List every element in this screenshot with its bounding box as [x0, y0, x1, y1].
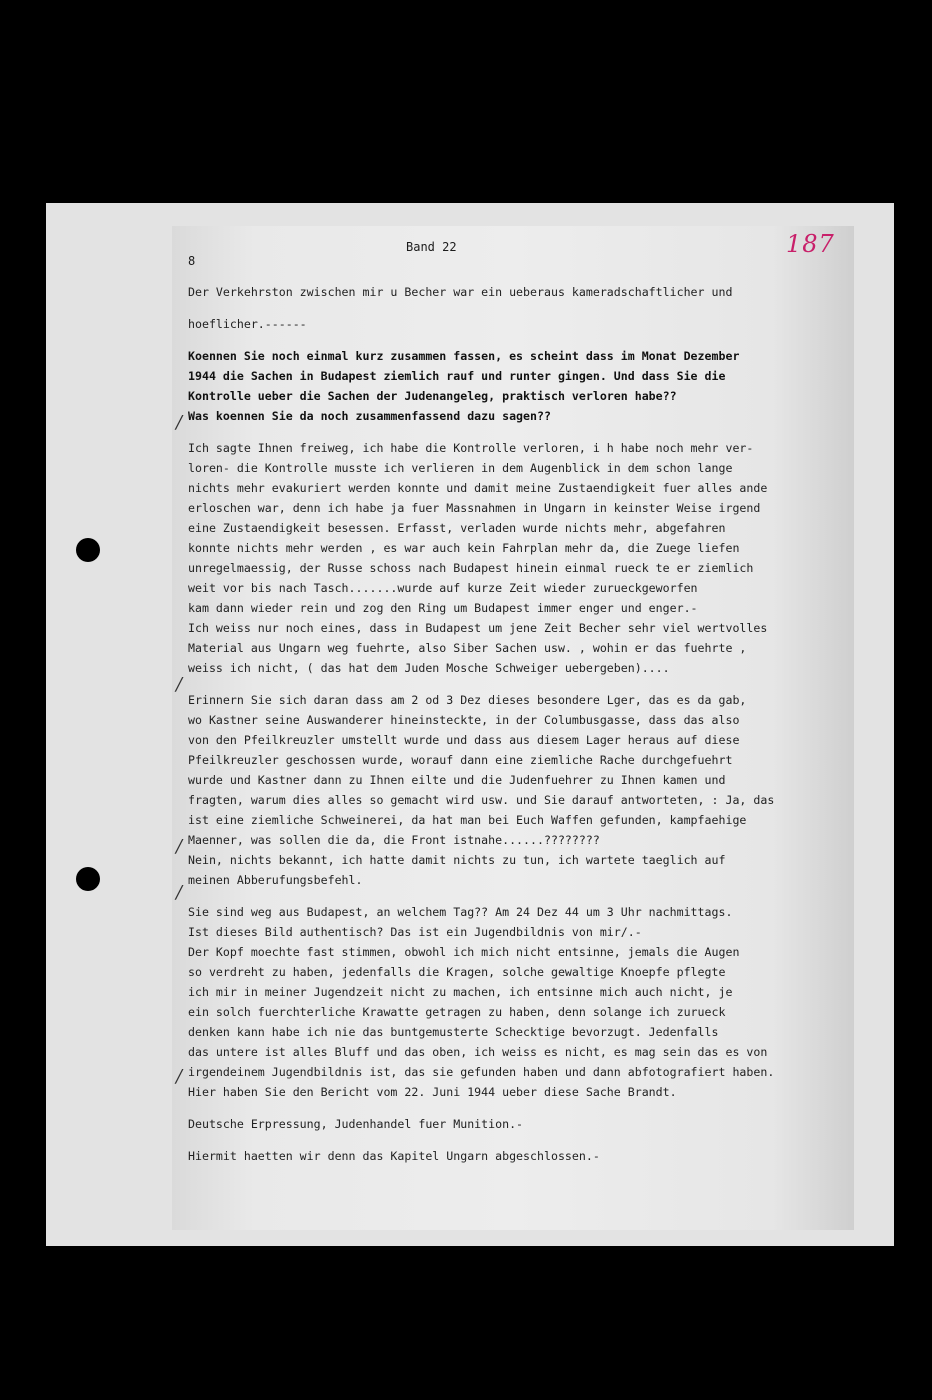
- text-line: weit vor bis nach Tasch.......wurde auf kurze Zeit wieder zurueckgeworfen: [188, 581, 698, 595]
- paragraph: [188, 902, 848, 1102]
- text-line: meinen Abberufungsbefehl.: [188, 873, 363, 887]
- text-line: Hiermit haetten wir denn das Kapitel Ungarn abgeschlossen.-: [188, 1149, 600, 1163]
- paragraph: [188, 346, 848, 426]
- text-line: erloschen war, denn ich habe ja fuer Massnahmen in Ungarn in keinster Weise irgend: [188, 501, 761, 515]
- text-line: irgendeinem Jugendbildnis ist, das sie gefunden haben und dann abfotografiert haben.: [188, 1065, 775, 1079]
- text-line: unregelmaessig, der Russe schoss nach Budapest hinein einmal rueck te er ziemlich: [188, 561, 754, 575]
- punch-hole-bottom: [76, 867, 100, 891]
- text-line: 1944 die Sachen in Budapest ziemlich rauf und runter gingen. Und dass Sie die: [188, 369, 726, 383]
- text-line: von den Pfeilkreuzler umstellt wurde und dass aus diesem Lager heraus auf diese: [188, 733, 740, 747]
- text-line: Der Verkehrston zwischen mir u Becher war ein ueberaus kameradschaftlicher und: [188, 285, 733, 299]
- text-line: Ich sagte Ihnen freiweg, ich habe die Kontrolle verloren, i h habe noch mehr ver-: [188, 441, 754, 455]
- paragraph: [188, 1114, 848, 1134]
- text-line: Hier haben Sie den Bericht vom 22. Juni 1944 ueber diese Sache Brandt.: [188, 1085, 677, 1099]
- margin-tick: /: [176, 412, 183, 433]
- text-line: Deutsche Erpressung, Judenhandel fuer Munition.-: [188, 1117, 524, 1131]
- text-line: Sie sind weg aus Budapest, an welchem Tag?? Am 24 Dez 44 um 3 Uhr nachmittags.: [188, 905, 733, 919]
- text-line: konnte nichts mehr werden , es war auch kein Fahrplan mehr da, die Zuege liefen: [188, 541, 740, 555]
- margin-tick: /: [176, 1066, 183, 1087]
- text-line: Material aus Ungarn weg fuehrte, also Siber Sachen usw. , wohin er das fuehrte ,: [188, 641, 747, 655]
- band-heading: Band 22: [406, 240, 457, 254]
- text-line: ist eine ziemliche Schweinerei, da hat man bei Euch Waffen gefunden, kampfaehige: [188, 813, 747, 827]
- punch-hole-top: [76, 538, 100, 562]
- typed-page: [172, 226, 854, 1230]
- paragraph: [188, 1146, 848, 1166]
- text-line: fragten, warum dies alles so gemacht wird usw. und Sie darauf antworteten, : Ja, das: [188, 793, 775, 807]
- transcript-body: [188, 282, 848, 1166]
- text-line: wo Kastner seine Auswanderer hineinsteckte, in der Columbusgasse, dass das also: [188, 713, 740, 727]
- text-line: Koennen Sie noch einmal kurz zusammen fassen, es scheint dass im Monat Dezember: [188, 349, 740, 363]
- text-line: loren- die Kontrolle musste ich verlieren in dem Augenblick in dem schon lange: [188, 461, 733, 475]
- text-line: Erinnern Sie sich daran dass am 2 od 3 Dez dieses besondere Lger, das es da gab,: [188, 693, 747, 707]
- text-line: Der Kopf moechte fast stimmen, obwohl ich mich nicht entsinne, jemals die Augen: [188, 945, 740, 959]
- text-line: Ich weiss nur noch eines, dass in Budapest um jene Zeit Becher sehr viel wertvolles: [188, 621, 768, 635]
- folio-number: 187: [786, 230, 835, 258]
- text-line: denken kann habe ich nie das buntgemusterte Schecktige bevorzugt. Jedenfalls: [188, 1025, 719, 1039]
- text-line: Kontrolle ueber die Sachen der Judenangeleg, praktisch verloren habe??: [188, 389, 677, 403]
- text-line: weiss ich nicht, ( das hat dem Juden Mosche Schweiger uebergeben)....: [188, 661, 670, 675]
- paragraph: [188, 690, 848, 890]
- text-line: wurde und Kastner dann zu Ihnen eilte und die Judenfuehrer zu Ihnen kamen und: [188, 773, 726, 787]
- paragraph: [188, 438, 848, 678]
- page-number: 8: [188, 254, 196, 268]
- text-line: eine Zustaendigkeit besessen. Erfasst, verladen wurde nichts mehr, abgefahren: [188, 521, 726, 535]
- text-line: so verdreht zu haben, jedenfalls die Kragen, solche gewaltige Knoepfe pflegte: [188, 965, 726, 979]
- margin-tick: /: [176, 836, 183, 857]
- margin-tick: /: [176, 674, 183, 695]
- paragraph: [188, 282, 848, 334]
- margin-tick: /: [176, 882, 183, 903]
- text-line: Was koennen Sie da noch zusammenfassend dazu sagen??: [188, 409, 551, 423]
- text-line: kam dann wieder rein und zog den Ring um Budapest immer enger und enger.-: [188, 601, 698, 615]
- text-line: ich mir in meiner Jugendzeit nicht zu machen, ich entsinne mich auch nicht, je: [188, 985, 733, 999]
- text-line: Pfeilkreuzler geschossen wurde, worauf dann eine ziemliche Rache durchgefuehrt: [188, 753, 733, 767]
- text-line: Maenner, was sollen die da, die Front istnahe......????????: [188, 833, 600, 847]
- text-line: Ist dieses Bild authentisch? Das ist ein Jugendbildnis von mir/.-: [188, 925, 642, 939]
- text-line: nichts mehr evakuriert werden konnte und damit meine Zustaendigkeit fuer alles ande: [188, 481, 768, 495]
- text-line: Nein, nichts bekannt, ich hatte damit nichts zu tun, ich wartete taeglich auf: [188, 853, 726, 867]
- text-line: das untere ist alles Bluff und das oben, ich weiss es nicht, es mag sein das es von: [188, 1045, 768, 1059]
- text-line: ein solch fuerchterliche Krawatte getragen zu haben, denn solange ich zurueck: [188, 1005, 726, 1019]
- text-line: hoeflicher.------: [188, 317, 307, 331]
